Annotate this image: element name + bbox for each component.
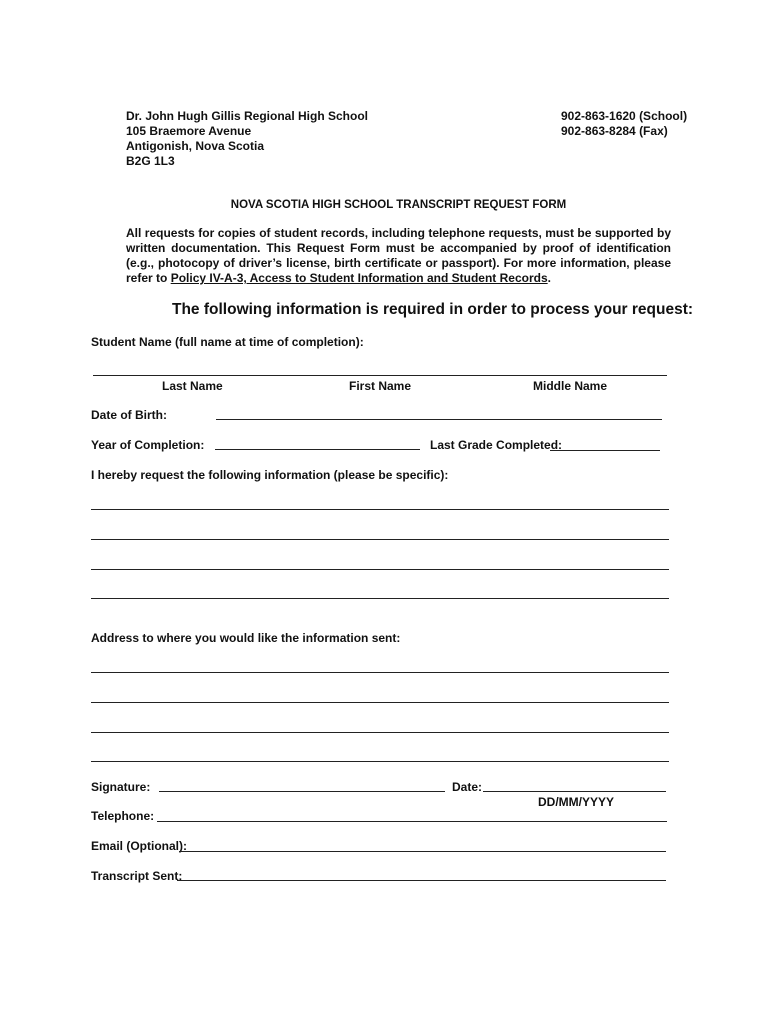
intro-end: . bbox=[547, 271, 551, 285]
date-label: Date: bbox=[452, 780, 483, 794]
student-name-label: Student Name (full name at time of completion): bbox=[91, 335, 364, 349]
first-name-caption: First Name bbox=[349, 379, 412, 393]
email-field[interactable] bbox=[179, 851, 666, 852]
year-of-completion-label: Year of Completion: bbox=[91, 438, 205, 452]
address-label: Address to where you would like the information sent: bbox=[91, 631, 401, 645]
request-info-label: I hereby request the following information (please be specific): bbox=[91, 468, 449, 482]
address-line-3[interactable] bbox=[91, 732, 669, 733]
required-info-heading: The following information is required in order to process your request: bbox=[172, 301, 694, 318]
address-line-2[interactable] bbox=[91, 702, 669, 703]
address-line-4[interactable] bbox=[91, 761, 669, 762]
school-postal-code: B2G 1L3 bbox=[126, 154, 175, 168]
year-of-completion-field[interactable] bbox=[215, 449, 420, 450]
school-city: Antigonish, Nova Scotia bbox=[126, 139, 265, 153]
transcript-sent-field[interactable] bbox=[177, 880, 666, 881]
middle-name-caption: Middle Name bbox=[533, 379, 608, 393]
address-line-1[interactable] bbox=[91, 672, 669, 673]
policy-link[interactable]: Policy IV-A-3, Access to Student Information and Student Records bbox=[170, 271, 548, 285]
telephone-label: Telephone: bbox=[91, 809, 155, 823]
last-grade-label: Last Grade Completed: bbox=[430, 438, 563, 452]
signature-label: Signature: bbox=[91, 780, 151, 794]
request-info-line-2[interactable] bbox=[91, 539, 669, 540]
request-info-line-4[interactable] bbox=[91, 598, 669, 599]
date-field[interactable] bbox=[483, 791, 666, 792]
last-name-caption: Last Name bbox=[162, 379, 223, 393]
form-title: NOVA SCOTIA HIGH SCHOOL TRANSCRIPT REQUEST FORM bbox=[230, 199, 567, 211]
school-phone: 902-863-1620 (School) bbox=[561, 109, 688, 123]
email-label: Email (Optional): bbox=[91, 839, 187, 853]
intro-text: All requests for copies of student records, including telephone requests, must be supported by written documentation. This Request Form must be accompanied by proof of identification (e.g., photocopy of driver’s license, birth certificate or passport). For more information, please refer to bbox=[126, 226, 671, 285]
school-street: 105 Braemore Avenue bbox=[126, 124, 252, 138]
dob-label: Date of Birth: bbox=[91, 408, 167, 422]
transcript-sent-label: Transcript Sent: bbox=[91, 869, 183, 883]
signature-field[interactable] bbox=[159, 791, 445, 792]
request-info-line-3[interactable] bbox=[91, 569, 669, 570]
date-format-hint: DD/MM/YYYY bbox=[538, 795, 615, 809]
school-fax: 902-863-8284 (Fax) bbox=[561, 124, 668, 138]
telephone-field[interactable] bbox=[157, 821, 667, 822]
request-info-line-1[interactable] bbox=[91, 509, 669, 510]
student-name-field[interactable] bbox=[93, 375, 667, 376]
dob-field[interactable] bbox=[216, 419, 662, 420]
intro-paragraph bbox=[126, 226, 671, 286]
school-name: Dr. John Hugh Gillis Regional High School bbox=[126, 109, 369, 123]
last-grade-field[interactable] bbox=[550, 450, 660, 451]
